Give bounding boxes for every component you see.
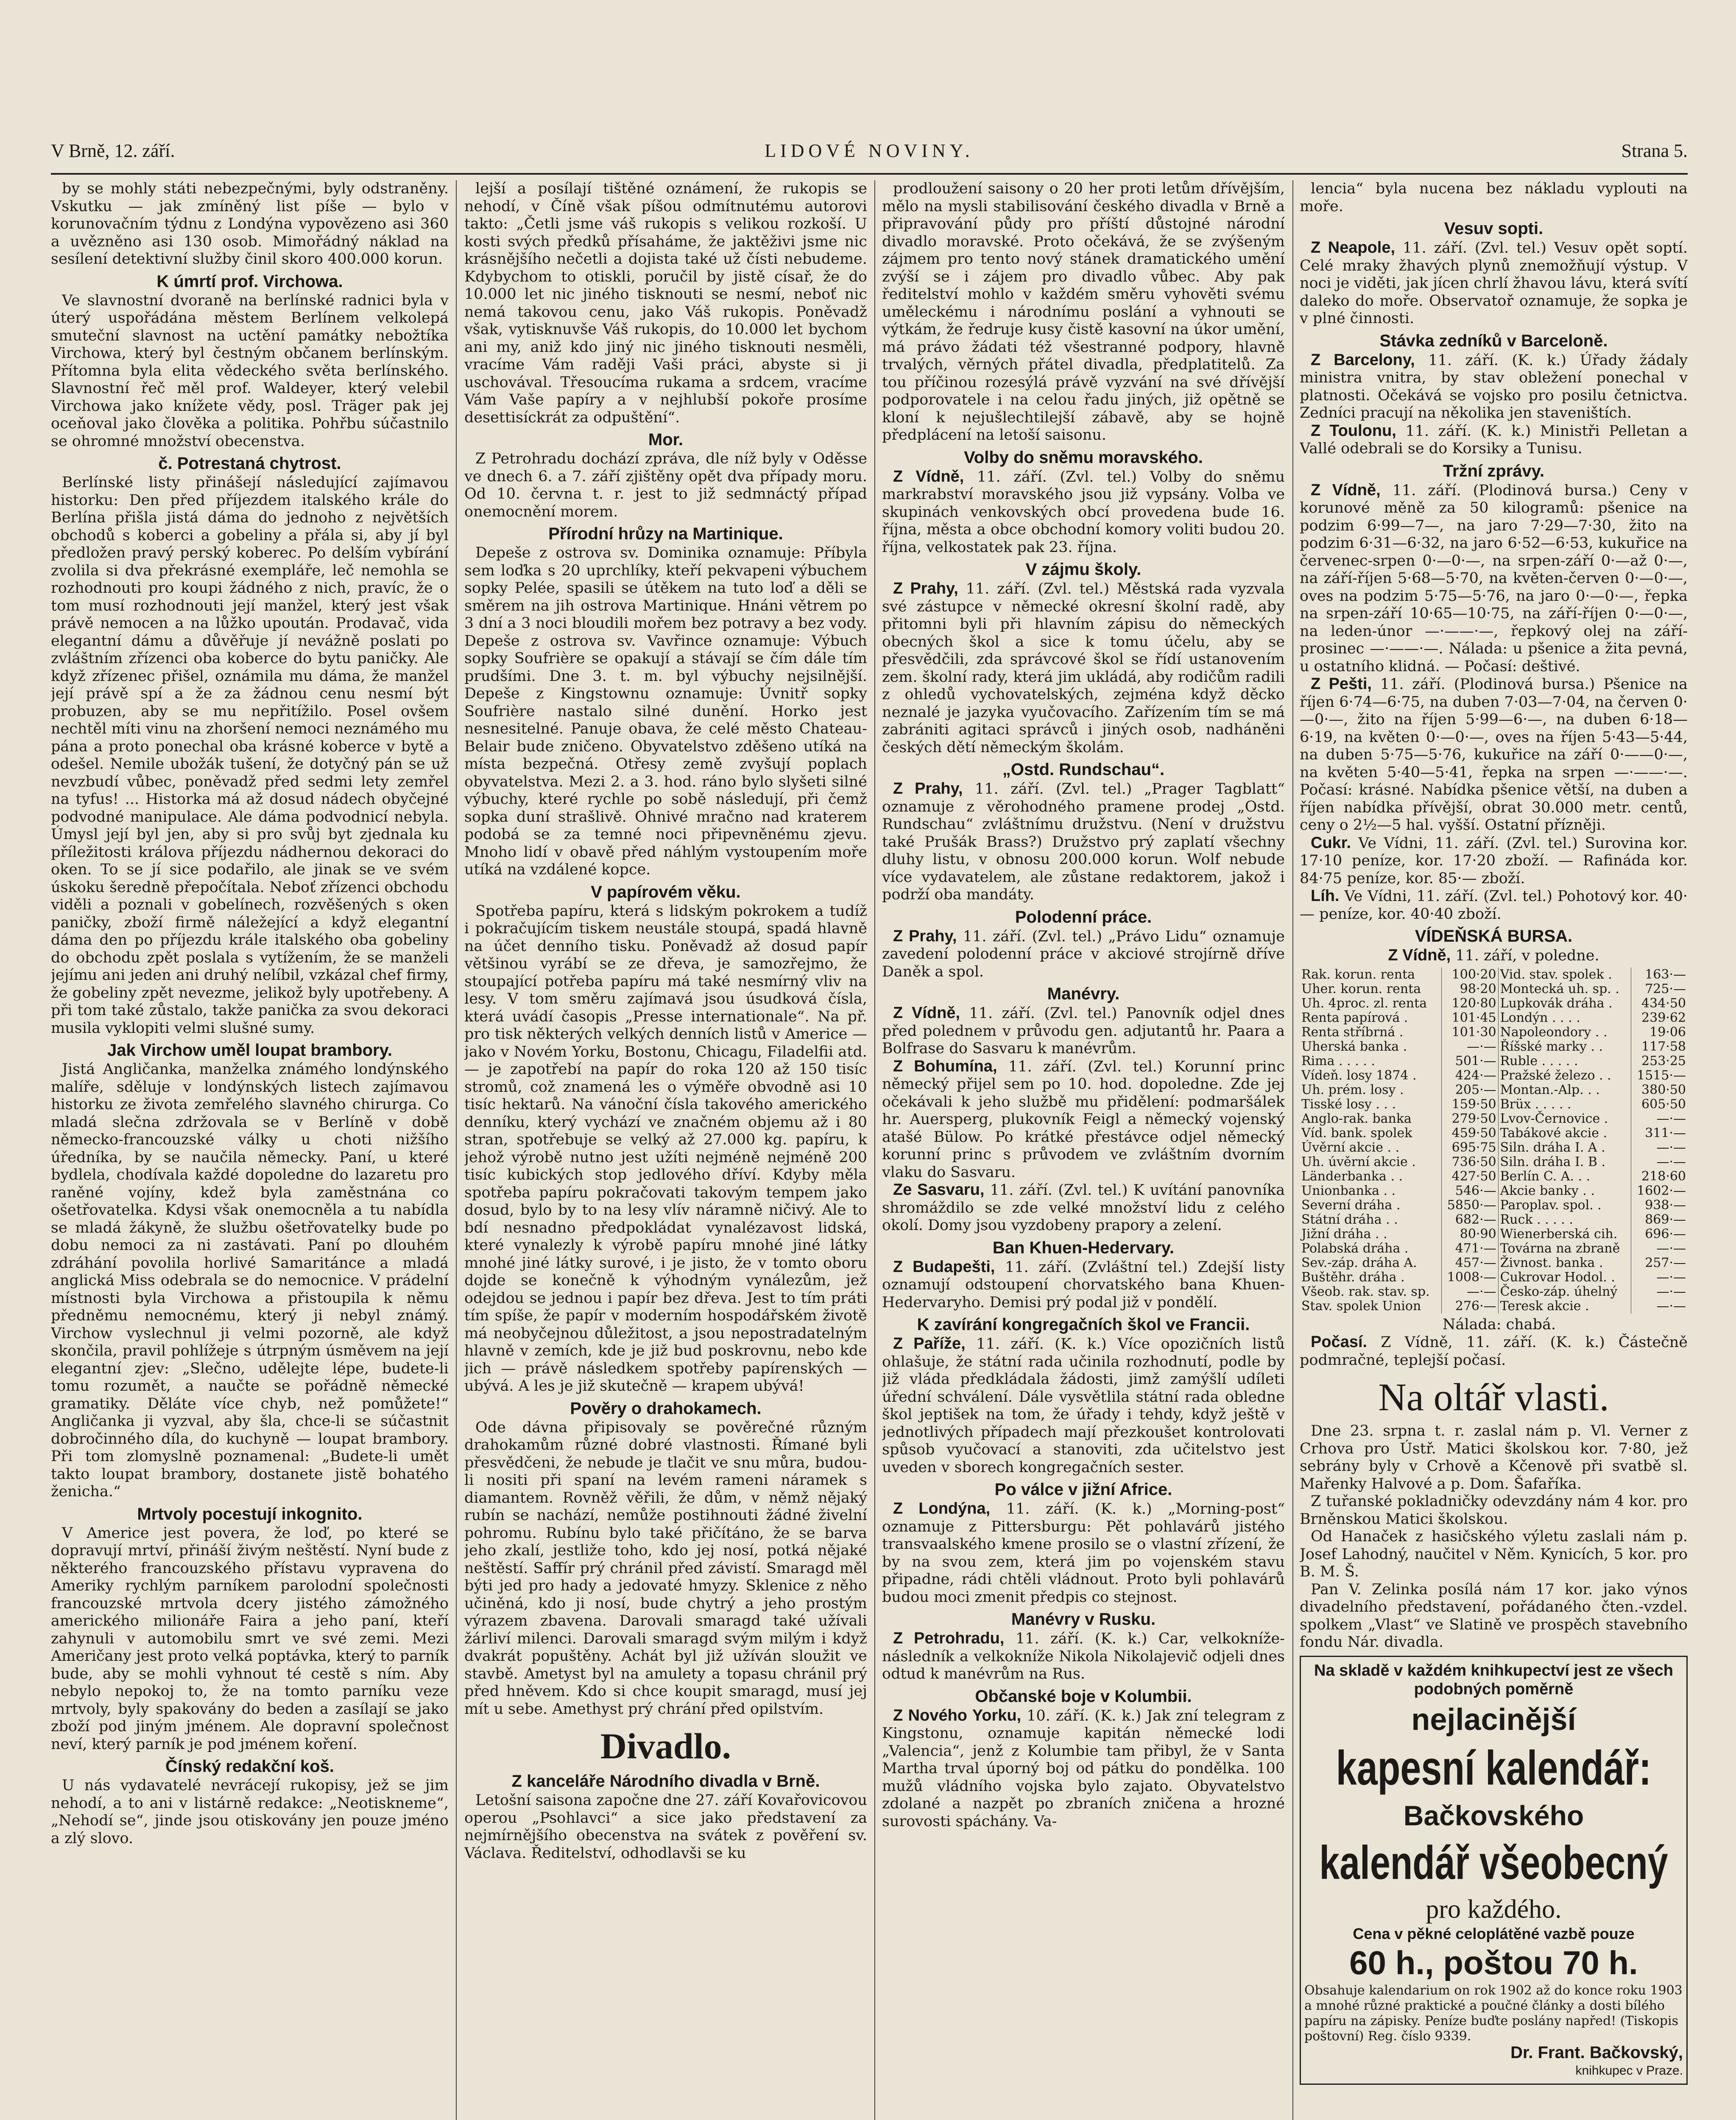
paragraph (882, 1258, 1285, 1312)
table-cell: 239·62 (1641, 1010, 1686, 1025)
newspaper-page (51, 64, 1688, 2120)
paragraph (1300, 422, 1688, 458)
heading: Volby do sněmu moravského. (964, 448, 1203, 467)
table-cell: 1008·— (1441, 1270, 1498, 1285)
paragraph-text: 11. září, v poledne. (1455, 947, 1599, 964)
table-cell: Živnost. banka . (1498, 1256, 1631, 1270)
table-cell: Lvov-Černovice . (1498, 1112, 1631, 1126)
table-cell: 695·75 (1441, 1141, 1498, 1155)
table-row (1300, 1155, 1688, 1169)
paragraph (1300, 239, 1688, 328)
table-cell: 380·50 (1641, 1082, 1686, 1097)
stock-exchange-table (1300, 968, 1688, 1314)
heading: Polodenní práce. (1015, 907, 1152, 926)
paragraph (882, 580, 1285, 756)
dateline: Z Bohumína, (893, 1057, 997, 1075)
paragraph-text: 11. září. (Zvl. tel.) „Právo Lidu“ oznamuje zavedení polodenní práce v akciové strojírně dříve Daněk a spol. (882, 928, 1285, 980)
ad-line: kapesní kalendář: (1336, 1740, 1652, 1795)
table-cell: 725·— (1645, 981, 1686, 996)
dateline: Z Prahy, (893, 927, 957, 945)
table-cell: —·— (1656, 1269, 1686, 1285)
paragraph (1300, 351, 1688, 422)
paragraph (1300, 675, 1688, 834)
paragraph: V Americe jest povera, že loď, po které se dopravují mrtví, přináší živým neštěstí. Nyní bude z některého francouzského přístavu vypravena do Ameriky rychlým parníkem parolodní společnosti francouzské mrtvola dcery jistého zámožného amerického milionáře Faira a jeho paní, kteří zahynuli v automobilu smrt ve své zemi. Mezi Američany jest proto velká poptávka, který to parník bude, aby se mohli vyhnout té cestě s ním. Aby nebylo nepokoj to, že na tomto parníku veze mrtvoly, byly spakovány do beden a zasílají se jako zboží pod jiným jménem. Ale dopravní společnost neví, který parník je pod jménem koření. (51, 1524, 449, 1753)
table-row (1300, 1141, 1688, 1155)
table-cell: Rima . . . . . (1300, 1054, 1441, 1068)
heading: „Ostd. Rundschau“. (1002, 760, 1165, 779)
table-cell: 869·— (1645, 1212, 1686, 1227)
table-cell: —·— (1656, 1241, 1686, 1256)
table-cell: Tisské losy . . . (1300, 1097, 1441, 1112)
table-row (1300, 1198, 1688, 1213)
paragraph: Spotřeba papíru, která s lidským pokrokem a tudíž i pokračujícím tiskem neustále stoupá, spadá hlavně na účet denního tisku. Poněvadž až dosud papír většinou vyrábí se ze dřeva, je samozřejmo, že stoupající potřeba papíru má také nesmírný vliv na lesy. V tom směru zajímavá jsou úsudková čísla, která uvádí časopis „Presse internationale“. Na př. pro tisk některých velkých denních listů v Americe — jako v Novém Yorku, Bostonu, Chicagu, Filadelfii atd. — je zapotřebí na papír do roka 120 až 150 tisíc stromů, což znamená les o výměře obvodně asi 10 tisíc hektarů. Na vánoční čísla takového amerického denníku, který vychází ve značném objemu až i 80 stran, spotřebuje se velký až 27.000 kg. papíru, k jehož výrobě nutno jest užíti nejméně nejméně 200 tisíc kubických stop jedlového dříví. Kdyby měla spotřeba papíru pokračovati takovým tempem jako dosud, bylo by to na lesy vlív náramně ničivý. Ale to bdí nesnadno předpokládat vynalézavost lidská, které vynalezly k výrobě papíru mnohé jiné látky mnohé jiné látky surové, i je jisto, že v tomto oboru dojde se konečně k výhodným vynálezům, jež odejdou se jednou i papír bez dřeva. Jest to tím práti tím spíše, že papír v moderním hospodářském životě má neobyčejnou důležitost, a jsou nepostradatelným hlavně v zemích, kde je již bud poskrovnu, nebo kde jich — právě následkem spotřeby papírenských — ubývá. A les je již skutečně — krapem ubývá! (464, 902, 867, 1395)
paragraph-text: 10. září. (K. k.) Jak zní telegram z Kingstonu, oznamuje kapitán německé lodi „Valencia“, jenž z Kolumbie tam přibyl, že v Santa Martha trval úporný boj od pátku do pondělka. 100 mužů vládního vojska bylo zajato. Obyvatelstvo zdolané a nazpět po zbraních zničena a hrozné surovosti spáchány. Va- (882, 1707, 1285, 1830)
dateline: Z Prahy, (893, 580, 958, 597)
paragraph-text: Z Vídně, 11. září. (K. k.) Částečně podmračné, teplejší počasí. (1300, 1334, 1688, 1369)
masthead: LIDOVÉ NOVINY. (765, 140, 974, 161)
table-row (1300, 1169, 1688, 1184)
table-cell: Pražské železo . . (1498, 1068, 1631, 1083)
dateline: Z Pešti, (1311, 675, 1372, 693)
table-row (1300, 1097, 1688, 1112)
section-title-divadlo: Divadlo. (600, 1726, 731, 1766)
paragraph: Z Petrohradu dochází zpráva, dle níž byly v Oděsse ve dnech 6. a 7. září zjištěny opět dva případy moru. Od 10. června t. r. jest to již sedmnáctý případ onemocnění morem. (464, 450, 867, 520)
heading: V papírovém věku. (591, 882, 741, 901)
paragraph: Ode dávna připisovaly se pověrečné různým drahokamům různé dobré vlastnosti. Římané byli přesvědčeni, že nebude je tlačit ve snu můra, budou-li nositi při spaní na levém rameni náramek s diamantem. Rovněž věřili, že dům, v němž nějaký rubín se nachází, nemůže postihnouti žádné živelní pohromu. Rubínu bylo také přičítáno, že se barva jeho zkalí, jestliže toho, kdo jej nosí, potká nějaké neštěstí. Saffír prý chránil před závistí. Smaragd měl býti jed pro hady a jedovaté hmyzy. Sklenice z něho učiněná, kdo ji nosí, bude chytrý a jeho prostým výrazem zbavena. Darovali smaragd také užívali žárliví milenci. Darovali smaragd svým milým i když dvakrát popuštěny. Achát byl již užíván sloužit ve stavbě. Ametyst byl na amulety a topasu chránil prý před hněvem. Kdo si chce koupit smaragd, musí jej mít u sebe. Amethyst prý chrání před opilstvím. (464, 1419, 867, 1718)
table-cell: Berlín C. A. . . (1498, 1169, 1631, 1184)
table-cell: 1602·— (1637, 1183, 1686, 1198)
table-row (1300, 996, 1688, 1011)
paragraph-text: 11. září. (Zvl. tel.) Korunní princ německý přijel sem po 10. hod. dopoledne. Zde jej očekávali k jeho službě mu přidělení: podmaršálek hr. Auersperg, plukovník Feigl a německý vojenský atašé Bülow. Po krátké přestávce odjel německý korunní princ s průvodem ve zvláštním dvorním vlaku do Sasvaru. (882, 1058, 1285, 1181)
table-row (1300, 1011, 1688, 1025)
paragraph (882, 468, 1285, 557)
table-cell: Siln. dráha I. B . (1498, 1155, 1631, 1169)
table-cell: —·— (1656, 1284, 1686, 1299)
table-cell: 682·— (1441, 1213, 1498, 1227)
paragraph: Z tuřanské pokladničky odevzdány nám 4 kor. pro Brněnskou Matici školskou. (1300, 1493, 1688, 1528)
table-cell: Všeob. rak. stav. sp. (1300, 1285, 1441, 1299)
ad-line: Na skladě v každém knihkupectví jest ze všech podobných poměrně (1314, 1661, 1673, 1698)
column-divider (456, 180, 457, 2120)
table-row (1300, 1126, 1688, 1141)
table-cell: 546·— (1441, 1184, 1498, 1198)
paragraph-text: Ve Vídni, 11. září. (Zvl. tel.) Pohotový kor. 40·— peníze, kor. 40·40 zboží. (1300, 888, 1688, 923)
table-cell: Uh. úvěrní akcie . (1300, 1155, 1441, 1169)
table-cell: Stav. spolek Union (1300, 1299, 1441, 1314)
dateline: Líh. (1311, 887, 1340, 905)
table-cell: 427·50 (1441, 1169, 1498, 1184)
table-cell: Sev.-záp. dráha A. (1300, 1256, 1441, 1270)
table-cell: 117·58 (1641, 1039, 1686, 1054)
dateline: Z Vídně, (893, 1004, 960, 1022)
table-cell: Tabákové akcie . (1498, 1126, 1631, 1141)
table-cell: 424·— (1441, 1068, 1498, 1083)
dateline: Z Budapešti, (893, 1258, 995, 1276)
ad-price: 60 h., poštou 70 h. (1349, 1944, 1638, 1981)
table-row (1300, 1270, 1688, 1285)
table-cell: —·— (1656, 1154, 1686, 1169)
table-row (1300, 1213, 1688, 1227)
table-cell: Montan.-Alp. . . (1498, 1083, 1631, 1097)
paragraph: prodloužení saisony o 20 her proti letům dřívějším, mělo na mysli stabilisování českého divadla v Brně a připravování půdy pro příští důstojné národní divadlo moravské. Proto očekává, že se zvýšeným zájmem pro tento nový stánek dramatického umění zvýší se i zájem pro divadlo vůbec. Aby pak ředitelství mohlo v každém směru vyhověti svému uměleckému i národnímu poslání a vyhnouti se výtkám, že ředruje kusy čistě kasovní na úkor umění, má právo žádati též všestranné podpory, hlavně trvalých, věrných přátel divadla, předplatitelů. Za tou příčinou rozesýlá právě vyzvání na své dřívější podporovatele i na celou řadu jiných, již opětně se kloní k nejušlechtilejší zábavě, aby se hojně předplácení na letoší saisonu. (882, 180, 1285, 444)
paragraph: Nálada: chabá. (1442, 1316, 1556, 1333)
table-cell: Uh. prém. losy . (1300, 1083, 1441, 1097)
heading: Manévry v Rusku. (1011, 1610, 1156, 1629)
table-cell: Polabská dráha . (1300, 1241, 1441, 1256)
dateline: Cukr. (1311, 834, 1351, 852)
column-2 (464, 180, 867, 2120)
paragraph (882, 1058, 1285, 1182)
table-cell: Úvěrní akcie . . (1300, 1141, 1441, 1155)
table-cell: Paroplav. spol. . (1498, 1198, 1631, 1213)
table-cell: —·— (1656, 1298, 1686, 1314)
table-cell: Siln. dráha I. A . (1498, 1141, 1631, 1155)
table-cell: —·— (1441, 1040, 1498, 1054)
table-row (1300, 1040, 1688, 1054)
table-cell: Renta papírová . (1300, 1011, 1441, 1025)
column-1 (51, 180, 449, 2120)
paragraph (882, 1335, 1285, 1476)
table-cell: 120·80 (1441, 996, 1498, 1011)
paragraph (882, 928, 1285, 981)
heading: Ban Khuen-Hedervary. (992, 1238, 1175, 1257)
heading: K úmrtí prof. Virchowa. (156, 272, 343, 291)
table-cell: Teresk akcie . (1498, 1299, 1631, 1314)
table-row (1300, 1068, 1688, 1083)
paragraph: U nás vydavatelé nevrácejí rukopisy, jež se jim nehodí, a to ani v listárně redakce: „Neotiskneme“, „Nehodí se“, jinde jsou otiskovány jen pouze jméno a zlý slovo. (51, 1777, 449, 1847)
paragraph: Berlínské listy přinášejí následující zajímavou historku: Den před příjezdem italského krále do Berlína přišla jistá dáma do jednoho z největších obchodů s koberci a gobeliny a přála si, aby jí byl předložen pravý perský koberec. Po delším vybírání zvolila si dva překrásné exempláře, leč nemohla se rozhodnouti pro koupi žádného z nich, pravíc, že o tom musí rozhodnouti její manžel, který jest však právě nemocen a na lůžko upoután. Prodavač, vida elegantní dámu a důvěřuje jí nevážně poslati po zvláštním zřízenci oba koberce do bytu paničky. Ale když zřízenec přišel, oznámila mu dáma, že manžel její právě spí a že za žádnou cenu nesmí být probuzen, aby se mu nepřitížilo. Posel ovšem nechtěl míti vinu na zhoršení nemoci neznámého mu pána a proto ponechal oba krásné koberce v bytě a odešel. Nemile ubožák tušení, že dotyčný pán se už nevzbudí vůbec, poněvadž před sedmi lety zemřel na tyfus! ... Historka má až dosud nádech obyčejné podvodné manipulace. Ale dáma podvodnicí nebyla. Úmysl její byl jen, aby si pro svůj byt zjednala ku příležitosti králova příjezdu nádhernou dekoraci do oken. To se jí sice podařilo, ale jinak se ve svém úskoku šeredně přepočítala. Neboť zřízenci obchodu viděli a poznali v gobelínech, rozvěšených s oken paničky, zboží firmě náležející a když elegantní dáma den po příjezdu krále italského oba gobeliny do obchodu zpět poslala s vytížením, že se manželi jejímu ani jeden ani druhý nelíbil, vzkázal chef firmy, že gobeliny zpět nevezme, jelikož byly upotřebeny. A při tom také zůstalo, takže panička za svou dekoraci musila vyklopiti velmi slušné sumy. (51, 474, 449, 1037)
heading: Přírodní hrůzy na Martinique. (548, 524, 783, 543)
paragraph-text: 11. září. (Zvl. tel.) Panovník odjel dnes před polednem v průvodu gen. adjutantů hr. Paara a Bolfrase do Sasvaru k manévrům. (882, 1005, 1285, 1057)
table-cell: Říšské marky . . (1498, 1040, 1631, 1054)
table-row (1300, 1025, 1688, 1040)
paragraph-text: 11. září. (Plodinová bursa.) Ceny v korunové měně za 50 kilogramů: pšenice na podzim 6·99—7—, na jaro 7·29—7·30, žito na podzim 6·31—6·32, na jaro 6·52—6·53, kukuřice na červenec-srpen 0·—0·—, na srpen-září 0·—až 0·—, na září-říjen 5·68—5·70, na květen-červen 0·—0·—, oves na podzim 5·75—5·76, na jaro 0·—0·—, řepka na srpen-září 10·65—10·75, na září-říjen 0·—0·—, na leden-únor —·——·—, řepkový olej na září-prosinec —·——·—. Nálada: u pšenice a žita pevná, u ostatního klidná. — Počasí: deštivé. (1300, 482, 1688, 675)
table-cell: Länderbanka . . (1300, 1169, 1441, 1184)
ad-line: nejlacinější (1411, 1702, 1576, 1737)
heading: Vesuv sopti. (1444, 219, 1543, 238)
paragraph-text: 11. září. (Zvl. tel.) K uvítání panovníka shromáždilo se zde velké množství lidu z celého okolí. Domy jsou vyzdobeny prapory a zelení. (882, 1182, 1285, 1234)
table-cell: 434·50 (1641, 996, 1686, 1011)
table-cell: 101·30 (1441, 1025, 1498, 1040)
column-3 (882, 180, 1285, 2120)
table-cell: Akcie banky . . (1498, 1184, 1631, 1198)
paragraph (882, 780, 1285, 904)
paragraph-text: 11. září. (Zvl. tel.) „Prager Tagblatt“ oznamuje z věrohodného pramene prodej „Ostd. Rundschau“ zvláštnímu družstvu. (Není v družstvu také Prušák Brass?) Družstvo prý zaplatí všechny dluhy listu, v obnosu 200.000 korun. Wolf nebude více vydavatelem, ale zůstane redaktorem, jakož i podrží oba mandáty. (882, 781, 1285, 903)
paragraph-text: 11. září. (Plodinová bursa.) Pšenice na říjen 6·74—6·75, na duben 7·03—7·04, na červen 0·—0·—, žito na říjen 5·99—6·—, na duben 6·18—6·19, na květen 0·—0·—, oves na říjen 5·43—5·44, na duben 5·75—5·76, kukuřice na září 0·——0·—, na květen 5·40—5·41, řepka na srpen —·——·—. Počasí: krásné. Nabídka pšenice větší, na duben a říjen nabídka přívější, obrat 30.000 metr. centů, ceny o 2½—5 hal. vyšší. Ostatní přízněji. (1300, 676, 1688, 834)
dateline: Z Prahy, (893, 780, 963, 798)
table-row (1300, 1299, 1688, 1314)
dateline: Z Toulonu, (1311, 421, 1396, 440)
ad-line: pro každého. (1426, 1894, 1562, 1924)
table-cell: Buštěhr. dráha . (1300, 1270, 1441, 1285)
dateline: Z Barcelony, (1311, 351, 1415, 369)
heading: V zájmu školy. (1025, 560, 1142, 579)
advertisement (1300, 1656, 1688, 2085)
ad-line: kalendář všeobecný (1319, 1836, 1668, 1889)
table-cell: 311·— (1645, 1125, 1686, 1141)
table-row (1300, 1083, 1688, 1097)
paragraph: Depeše z ostrova sv. Dominika oznamuje: Příbyla sem loďka s 20 uprchlíky, kteří pekvapeni výbuchem sopky Pelée, spasili se útěkem na tuto loď a děli se směrem na jih ostrova Martinique. Hnáni větrem po 3 dní a 3 noci bloudili mořem bez potravy a bez vody. Depeše z ostrova sv. Vavřince oznamuje: Výbuch sopky Soufrière se opakují a stávají se čím dále tím prudšími. Dne 3. t. m. byl výbuchy nejsilnější. Depeše z Kingstownu oznamuje: Úvnitř sopky Soufrière nastalo silné dunění. Horko jest nesnesitelné. Panuje obava, že celé město Chateau-Belair bude zničeno. Obyvatelstvo zděšeno utíká na místa bezpečná. Otřesy země zvyšují poplach obyvatelstva. Mezi 2. a 3. hod. ráno bylo slyšeti silné výbuchy, které rychle po sobě následují, při čemž sopka duní strašlivě. Ohnivé mračno nad kraterem podobá se za temné noci připevněnému zjevu. Mnoho lidí v obavě před náhlým vystoupením moře utíká na vzdálené kopce. (464, 544, 867, 878)
table-cell: Napoleondory . . (1498, 1025, 1631, 1040)
paragraph: lencia“ byla nucena bez nákladu vyplouti na moře. (1300, 180, 1688, 215)
table-row (1300, 982, 1688, 996)
heading: Jak Virchow uměl loupat brambory. (107, 1041, 393, 1060)
paragraph (882, 1500, 1285, 1606)
table-cell: 605·50 (1641, 1096, 1686, 1112)
table-cell: 938·— (1645, 1197, 1686, 1213)
column-divider (1292, 180, 1293, 2120)
heading: Stávka zedníků v Barceloně. (1379, 331, 1608, 350)
table-cell: 205·— (1441, 1083, 1498, 1097)
paragraph (882, 1707, 1285, 1831)
table-cell: Unionbanka . . (1300, 1184, 1441, 1198)
dateline: Z Neapole, (1311, 239, 1395, 257)
heading: K zavírání kongregačních škol ve Francii. (917, 1315, 1250, 1334)
paragraph-text: 11. září. (K. k.) Car, velkokníže-následník a velkokníže Nikola Nikolajevič odjeli dnes odtud k manévrům na Rus. (882, 1630, 1285, 1682)
paragraph (1300, 1333, 1688, 1369)
table-cell: 257·— (1645, 1255, 1686, 1270)
table-cell: 80·90 (1441, 1227, 1498, 1241)
dateline: Z Londýna, (893, 1500, 991, 1517)
paragraph-text: 11. září. (Zvl. tel.) Volby do sněmu markrabství moravského jsou již vypsány. Volba ve skupinách venkovských obcí provedena bude 16. října, města a obce obchodní komory voliti budou 20. října, velkostatek pak 23. října. (882, 468, 1285, 556)
table-cell: 218·60 (1641, 1169, 1686, 1184)
table-row (1300, 1054, 1688, 1068)
table-cell: —·— (1656, 1140, 1686, 1155)
table-cell: 100·20 (1441, 968, 1498, 982)
table-cell: Ruck . . . . . (1498, 1213, 1631, 1227)
header-date: V Brně, 12. září. (51, 140, 175, 161)
table-row (1300, 1112, 1688, 1126)
heading: Manévry. (1047, 985, 1120, 1003)
paragraph: Letošní saisona započne dne 27. září Kovařovicovou operou „Psohlavci“ a sice jako představení za nejmírnějšího obecenstva na svátek z pověření sv. Václava. Ředitelství, odhodlavši se ku (464, 1792, 867, 1862)
table-cell: Londýn . . . . (1498, 1011, 1631, 1025)
table-cell: Vid. stav. spolek . (1498, 968, 1631, 982)
dateline: Z Paříže, (893, 1335, 966, 1353)
paragraph (1300, 947, 1688, 965)
paragraph (882, 1181, 1285, 1235)
table-cell: 163·— (1645, 967, 1686, 982)
table-row (1300, 968, 1688, 982)
table-cell: Ruble . . . . . (1498, 1054, 1631, 1068)
table-row (1300, 1256, 1688, 1270)
table-cell: Jižní dráha . . (1300, 1227, 1441, 1241)
table-cell: 471·— (1441, 1241, 1498, 1256)
paragraph (882, 1004, 1285, 1058)
ad-line: Bačkovského (1403, 1799, 1584, 1831)
table-cell: Továrna na zbraně (1498, 1241, 1631, 1256)
table-cell: Česko-záp. úhelný (1498, 1285, 1631, 1299)
dateline: Z Nového Yorku, (893, 1706, 1022, 1724)
table-cell: Montecká uh. sp. . (1498, 982, 1631, 996)
table-cell: 98·20 (1441, 982, 1498, 996)
table-row (1300, 1241, 1688, 1256)
table-cell: 19·06 (1649, 1024, 1686, 1040)
table-cell: Cukrovar Hodol. . (1498, 1270, 1631, 1285)
paragraph: Od Hanaček z hasičského výletu zaslali nám p. Josef Lahodný, naučitel v Něm. Kynicích, 5 kor. pro B. M. Š. (1300, 1528, 1688, 1580)
table-cell: 736·50 (1441, 1155, 1498, 1169)
table-cell: Severní dráha . (1300, 1198, 1441, 1213)
table-row (1300, 1227, 1688, 1241)
ad-signature: knihkupec v Praze. (1575, 2063, 1683, 2078)
table-cell: Uh. 4proc. zl. renta (1300, 996, 1441, 1011)
heading: Povĕry o drahokamech. (570, 1399, 762, 1418)
heading: Z kanceláře Národního divadla v Brně. (511, 1772, 820, 1791)
dateline: Z Vídně, (1311, 481, 1381, 499)
paragraph-text: 11. září. (K. k.) Úřady žádaly ministra vnitra, by stav obležení ponechal v platnosti. Očekává se vojsko pro posilu četnictva. Zedníci pracují na několika jen staveništích. (1300, 351, 1688, 421)
paragraph-text: 11. září. (K. k.) Více opozičních listů ohlašuje, že státní rada učinila rozhodnutí, podle by již vláda předkládala žádosti, jimž zamýšlí udíleti úřední schválení. Dále vysvětlila státní rada obledne škol jeptišek na tom, že úřady i tehdy, když ještě v jednotlivých případech mají přezkoušet kontrolovati spůsob vyučovací a stanoviti, zda učitelstvo jest uveden v sborech kongregačních sester. (882, 1336, 1285, 1476)
heading: Občanské boje v Kolumbii. (975, 1687, 1192, 1706)
table-cell: Lupkovák dráha . (1498, 996, 1631, 1011)
heading: č. Potrestaná chytrost. (158, 454, 341, 473)
heading: Po válce v jižní Africe. (994, 1480, 1172, 1499)
header-rule (51, 173, 1688, 175)
paragraph-text: Ve Vídni, 11. září. (Zvl. tel.) Surovina kor. 17·10 peníze, kor. 17·20 zboží. — Rafináda kor. 84·75 peníze, kor. 85·— zboží. (1300, 834, 1688, 887)
paragraph: by se mohly státi nebezpečnými, byly odstraněny. Vskutku — jak zmíněný list píše — bylo v korunovačním týdnu z Londýna vypovězeno asi 360 a uvězněno asi 130 osob. Mimořádný náklad na sesílení detektivní služby činil skoro 400.000 korun. (51, 180, 449, 268)
paragraph: Pan V. Zelinka posílá nám 17 kor. jako výnos divadelního představení, pořádaného čten.-vzdel. spolkem „Vlast“ ve Slatině ve prospěch stavebního fondu Nár. divadla. (1300, 1581, 1688, 1651)
table-cell: Uher. korun. renta (1300, 982, 1441, 996)
paragraph (1300, 887, 1688, 923)
table-cell: 696·— (1645, 1226, 1686, 1241)
ad-line: Obsahuje kalendarium on rok 1902 až do konce roku 1903 a mnohé různé praktické a poučné články a dosti bílého papíru na zápisky. Peníze buďte poslány napřed! (Tiskopis poštovní) Reg. číslo 9339. (1304, 1983, 1683, 2044)
table-cell: 457·— (1441, 1256, 1498, 1270)
page-number: Strana 5. (1621, 140, 1688, 161)
paragraph: Jistá Angličanka, manželka známého londýnského malíře, sděluje v londýnských listech zajímavou historku ze života zemřelého slavného chirurga. Co mladá slečna zdržovala se v Berlíně v době německo-francouzské války u choti nižšího úředníka, by se naučila německy. Paní, u které bydlela, chodívala každé dopoledne do lazaretu pro raněné vojíny, kdež byla zaměstnána co ošetřovatelka. Kdysi však onemocněla a tu nabídla se mladá žákyně, že službu ošetřovatelky bude po dobu nemoci za ni zastávati. Paní po dlouhém zdráhání povolila horlivé Samaritánce a mladá anglická Miss odebrala se do nemocnice. V prádelní místnosti byla Virchowa a přistoupila k němu předněmu nemocnému, který ji nebyl známý. Virchow vyslechnul ji velmi pozorně, ale když skončila, pravil pohlížeje s útrpným úsměvem na její elegantní zjev: „Slečno, udělejte lépe, budete-li tomu rozumět, a naučte se pořádně německé gramatiky. Děláte více chyb, než pomůžete!“ Angličanka ji vyzval, aby šla, chce-li se súčastnit dobročinného díla, do kuchyně — loupat brambory. Při tom zlomyslně poznamenal: „Budete-li umět takto loupat brambory, dostanete jistě bohatého ženicha.“ (51, 1061, 449, 1500)
dateline: Z Vídně, (1388, 946, 1451, 964)
ad-line: Cena v pěkné celoplátěné vazbě pouze (1353, 1925, 1635, 1942)
table-cell: 5850·— (1441, 1198, 1498, 1213)
table-cell: —·— (1656, 1111, 1686, 1126)
heading: Čínský redakční koš. (165, 1757, 334, 1776)
column-4 (1300, 180, 1688, 2120)
paragraph: Dne 23. srpna t. r. zaslal nám p. Vl. Verner z Crhova pro Ústř. Matici školskou kor. 7·80, jež sebrány byly v Crhově a Kčenově při svatbě sl. Mařenky Halvové a p. Dom. Šafaříka. (1300, 1423, 1688, 1492)
paragraph (1300, 482, 1688, 676)
table-cell: Rak. korun. renta (1300, 968, 1441, 982)
table-cell: 101·45 (1441, 1011, 1498, 1025)
paragraph-text: 11. září. (Zvl. tel.) Městská rada vyzvala své zástupce v německé okresní školní radě, aby přitomni byli při hlavním zápisu do německých obecných škol a sice k tomu účelu, aby se přesvědčili, zda správcové škol se řídí ustanovením zem. školní rady, která jim ukládá, aby rodičům radili z ohledů vychovatelských, zejména když děcko neznalé je jazyka vyučovacího. Zařízením tím se má zabrániti agitaci správců i jiných osob, nadháněni českých dětí německým školám. (882, 580, 1285, 756)
table-cell: Brüx . . . . . (1498, 1097, 1631, 1112)
table-cell: Uherská banka . (1300, 1040, 1441, 1054)
table-cell: Renta stříbrná . (1300, 1025, 1441, 1040)
table-cell: 501·— (1441, 1054, 1498, 1068)
table-cell: Víd. bank. spolek (1300, 1126, 1441, 1141)
table-cell: 159·50 (1441, 1097, 1498, 1112)
heading: VÍDEŇSKÁ BURSA. (1415, 927, 1573, 946)
heading: Mrtvoly pocestují inkognito. (137, 1504, 363, 1523)
dateline: Z Vídně, (893, 467, 964, 485)
paragraph-text: 11. září. (Zvl. tel.) Vesuv opět soptí. Celé mraky žhavých plynů znemožňují výstup. V noci je viděti, jak jícen chrlí žhavou lávu, která svítí daleko do moře. Observatoř oznamuje, že sopka je v plné činnosti. (1300, 240, 1688, 327)
dateline: Z Petrohradu, (893, 1629, 1005, 1647)
ad-signature: Dr. Frant. Bačkovský, (1510, 2043, 1683, 2062)
table-cell: —·— (1441, 1285, 1498, 1299)
paragraph (882, 1630, 1285, 1683)
paragraph-text: 11. září. (Zvláštní tel.) Zdejší listy oznamují odstoupení chorvatského bana Khuen-Hedervaryho. Demisi prý podal již v pondělí. (882, 1258, 1285, 1311)
paragraph (1300, 834, 1688, 888)
dateline: Ze Sasvaru, (893, 1181, 985, 1199)
table-cell: Vídeň. losy 1874 . (1300, 1068, 1441, 1083)
table-cell: 276·— (1441, 1299, 1498, 1314)
paragraph: Ve slavnostní dvoraně na berlínské radnici byla v úterý uspořádána městem Berlínem velkolepá smuteční slavnost na uctění památky nebožtíka Virchowa, který byl čestným občanem berlínským. Přítomna byla elita vědeckého světa berlínského. Slavnostní řeč měl prof. Waldeyer, který velebil Virchowa jako knížete vědy, posl. Träger pak jej oceňoval jako člověka a politika. Pohřbu súčastnilo se ohromné množství obecenstva. (51, 292, 449, 450)
table-cell: Státní dráha . . (1300, 1213, 1441, 1227)
table-row (1300, 1184, 1688, 1198)
column-divider (874, 180, 875, 2120)
table-cell: 459·50 (1441, 1126, 1498, 1141)
table-cell: Wienerberská cih. (1498, 1227, 1631, 1241)
table-cell: 1515·— (1637, 1068, 1686, 1083)
dateline: Počasí. (1311, 1333, 1368, 1351)
heading: Mor. (648, 430, 684, 449)
table-row (1300, 1285, 1688, 1299)
table-cell: 279·50 (1441, 1112, 1498, 1126)
page-header (51, 140, 1688, 170)
paragraph-text: 11. září. (K. k.) Ministři Pelletan a Vallé odebrali se do Korsiky a Tunisu. (1300, 422, 1688, 457)
heading: Tržní zprávy. (1443, 461, 1545, 480)
paragraph-text: 11. září. (K. k.) „Morning-post“ oznamuje z Pittersburgu: Pět pohlavárů jistého transvaalského kmene prosilo se o vlastní zřízení, že by na svou zem, která jim po vojenském stavu připadne, rádi chtěli vládnout. Proto byli pohlavárů budou moci zmenit předpis co stejnost. (882, 1501, 1285, 1606)
section-title-oltar: Na oltář vlasti. (1378, 1375, 1609, 1419)
table-cell: Anglo-rak. banka (1300, 1112, 1441, 1126)
table-cell: 253·25 (1641, 1053, 1686, 1068)
paragraph: lejší a posílají tištěné oznámení, že rukopis se nehodí, v Číně však píšou odmítnutému autorovi takto: „Četli jsme váš rukopis s velikou rozkoší. U kosti svých předků přísaháme, že jaktěživi jsme nic krásnějšího nečetli a dojista také už čísti nebudeme. Kdybychom to otiskli, poručil by jistě císař, že do 10.000 let nic jiného tisknouti se nesmí, neboť nic nemá takovou cenu, jako Váš rukopis. Poněvadž však, vytisknuvše Váš rukopis, do 10.000 let bychom ani my, aniž kdo jiný nic jiného tisknouti nesměli, vracíme Vám raději Vaši práci, abyste si ji uschovával. Třesoucíma rukama a srdcem, vracíme Vám Vaše papíry a v nejhlubší pokoře prosíme desettisíckrát za odpuštění“. (464, 180, 867, 426)
